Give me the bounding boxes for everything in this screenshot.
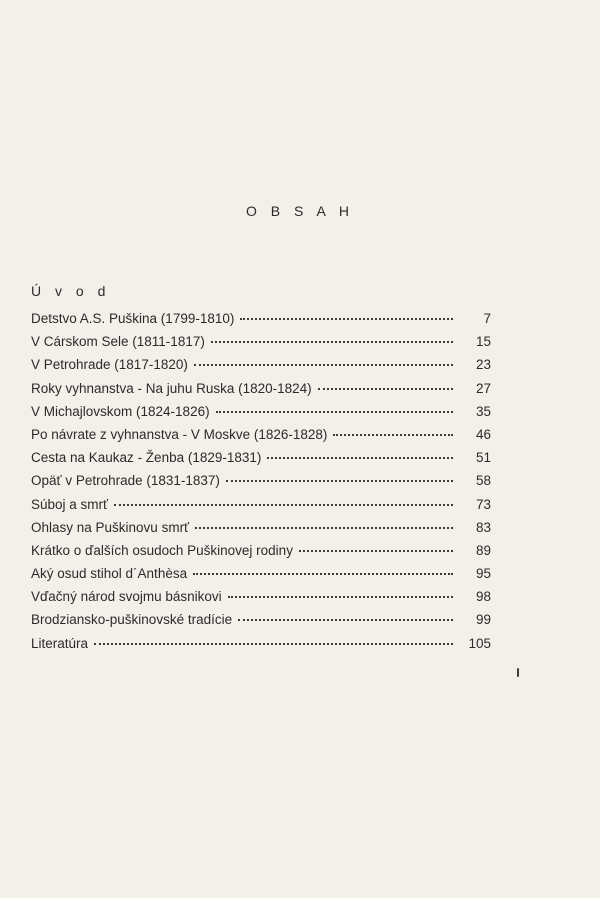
dot-leader	[238, 619, 453, 621]
entry-title: Roky vyhnanstva - Na juhu Ruska (1820-1824)	[31, 380, 312, 396]
entry-page: 7	[483, 311, 491, 326]
toc-entry	[31, 450, 491, 473]
toc-entry	[31, 311, 491, 334]
entry-page: 105	[468, 635, 491, 651]
entry-page: 46	[475, 426, 491, 442]
dot-leader	[195, 527, 453, 529]
dot-leader	[318, 388, 453, 390]
entry-title: Vďačný národ svojmu básnikovi	[31, 589, 222, 605]
dot-leader	[226, 480, 453, 482]
entry-title: Aký osud stihol d´Anthèsa	[31, 566, 188, 582]
entry-page: 23	[475, 357, 491, 373]
entry-title: Krátko o ďalších osudoch Puškinovej rodiny	[31, 542, 293, 558]
entry-page: 83	[475, 519, 491, 535]
dot-leader	[94, 643, 453, 645]
toc-entry	[31, 520, 491, 543]
entry-page: 51	[475, 450, 491, 466]
toc-entry	[31, 357, 491, 380]
entry-page: 95	[475, 566, 491, 582]
entry-title: V Petrohrade (1817-1820)	[31, 357, 188, 373]
toc-entry	[31, 636, 491, 659]
dot-leader	[211, 341, 453, 343]
entry-page: 99	[475, 612, 491, 628]
entry-title: Literatúra	[31, 635, 89, 651]
intro-entry: Ú v o d	[31, 283, 111, 299]
entry-page: 98	[475, 589, 491, 605]
toc-entry	[31, 589, 491, 612]
entry-title: V Michajlovskom (1824-1826)	[31, 403, 210, 419]
entry-page: 89	[475, 542, 491, 558]
table-of-contents	[31, 311, 491, 659]
entry-title: Po návrate z vyhnanstva - V Moskve (1826-1828)	[31, 426, 328, 442]
entry-title: Súboj a smrť	[31, 496, 109, 512]
entry-title: V Cárskom Sele (1811-1817)	[31, 334, 205, 350]
toc-entry	[31, 566, 491, 589]
toc-entry	[31, 334, 491, 357]
entry-title: Cesta na Kaukaz - Ženba (1829-1831)	[31, 450, 262, 466]
dot-leader	[114, 504, 453, 506]
dot-leader	[194, 364, 453, 366]
entry-page: 35	[475, 403, 491, 419]
entry-page: 15	[475, 334, 491, 350]
dot-leader	[333, 434, 453, 436]
entry-title: Detstvo A.S. Puškina (1799-1810)	[31, 311, 235, 326]
contents-heading: O B S A H	[245, 203, 355, 219]
dot-leader	[193, 573, 453, 575]
dot-leader	[216, 411, 453, 413]
dot-leader	[267, 457, 453, 459]
entry-page: 27	[475, 380, 491, 396]
ink-speck	[517, 668, 519, 677]
entry-title: Opäť v Petrohrade (1831-1837)	[31, 473, 220, 489]
toc-entry	[31, 404, 491, 427]
entry-page: 73	[475, 496, 491, 512]
dot-leader	[299, 550, 453, 552]
entry-page: 58	[475, 473, 491, 489]
toc-entry	[31, 427, 491, 450]
dot-leader	[240, 318, 453, 320]
toc-entry	[31, 381, 491, 404]
entry-title: Ohlasy na Puškinovu smrť	[31, 519, 190, 535]
dot-leader	[228, 596, 453, 598]
toc-entry	[31, 497, 491, 520]
entry-title: Brodziansko-puškinovské tradície	[31, 612, 233, 628]
toc-entry	[31, 543, 491, 566]
toc-entry	[31, 473, 491, 496]
toc-entry	[31, 612, 491, 635]
